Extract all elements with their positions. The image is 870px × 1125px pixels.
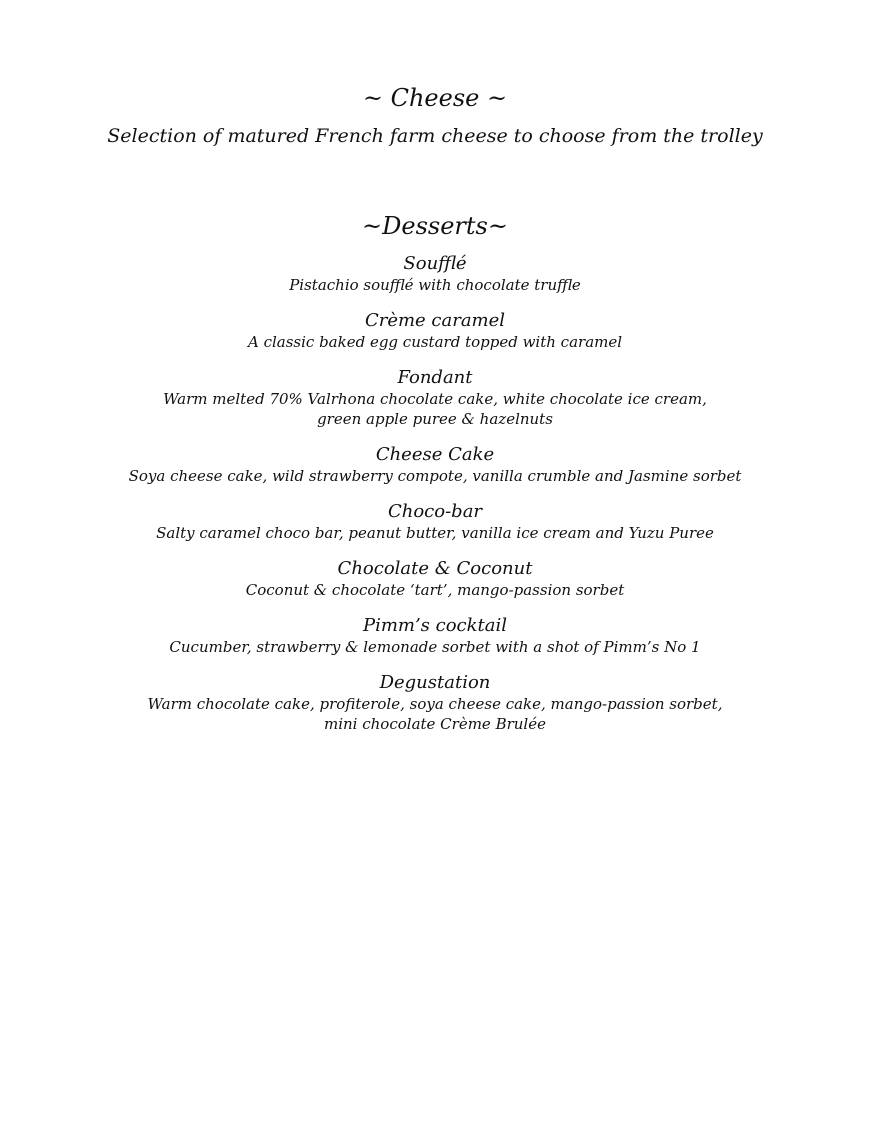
- dessert-item: [0, 253, 870, 295]
- dessert-item: [0, 310, 870, 352]
- dessert-name: Pimm’s cocktail: [362, 615, 508, 636]
- dessert-name: Crème caramel: [364, 310, 506, 331]
- dessert-name: Choco-bar: [387, 501, 483, 522]
- dessert-description: Warm chocolate cake, profiterole, soya cheese cake, mango-passion sorbet, mini chocolate Crème Brulée: [147, 695, 723, 733]
- desserts-section-title: ~Desserts~: [362, 212, 508, 240]
- dessert-item: [0, 367, 870, 429]
- dessert-description: A classic baked egg custard topped with caramel: [247, 333, 623, 351]
- dessert-item: [0, 615, 870, 657]
- dessert-name: Fondant: [397, 367, 473, 388]
- dessert-name: Chocolate & Coconut: [337, 558, 533, 579]
- cheese-section-title: ~ Cheese ~: [362, 84, 508, 112]
- dessert-name: Degustation: [379, 672, 491, 693]
- dessert-item: [0, 672, 870, 734]
- dessert-item: [0, 444, 870, 486]
- dessert-list: [0, 253, 870, 749]
- dessert-name: Soufflé: [403, 253, 467, 274]
- dessert-item: [0, 501, 870, 543]
- dessert-name: Cheese Cake: [375, 444, 495, 465]
- dessert-description: Warm melted 70% Valrhona chocolate cake, white chocolate ice cream, green apple puree & hazelnuts: [163, 390, 707, 428]
- dessert-item: [0, 558, 870, 600]
- dessert-description: Pistachio soufflé with chocolate truffle: [289, 276, 581, 294]
- cheese-description: Selection of matured French farm cheese to choose from the trolley: [107, 125, 763, 147]
- dessert-description: Cucumber, strawberry & lemonade sorbet with a shot of Pimm’s No 1: [169, 638, 701, 656]
- dessert-description: Coconut & chocolate ‘tart’, mango-passion sorbet: [245, 581, 625, 599]
- dessert-description: Salty caramel choco bar, peanut butter, vanilla ice cream and Yuzu Puree: [156, 524, 714, 542]
- dessert-description: Soya cheese cake, wild strawberry compote, vanilla crumble and Jasmine sorbet: [128, 467, 742, 485]
